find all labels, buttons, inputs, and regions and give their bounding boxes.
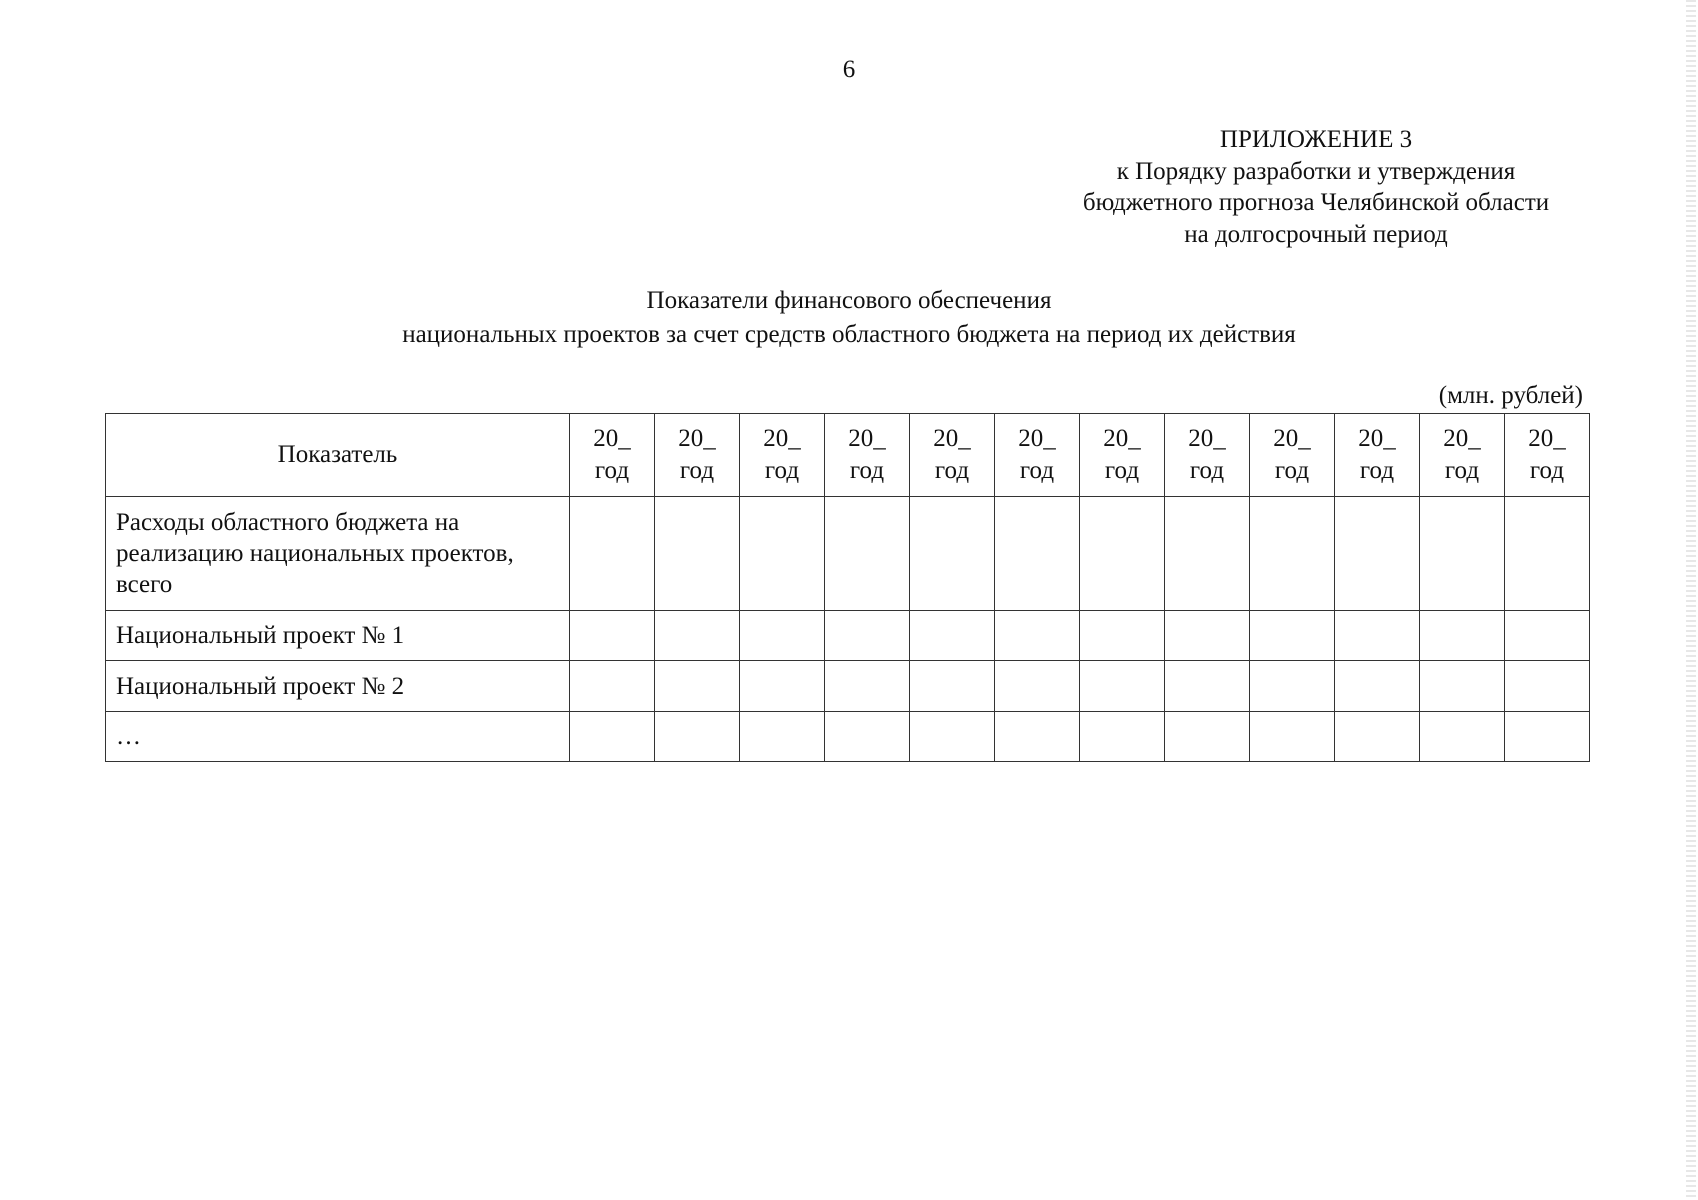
header-year	[655, 414, 740, 497]
year-label: год	[849, 457, 885, 484]
value-cell	[740, 611, 825, 661]
value-cell	[1080, 712, 1165, 762]
year-placeholder: 20_	[1103, 425, 1141, 452]
value-cell	[1335, 611, 1420, 661]
value-cell	[1420, 611, 1505, 661]
value-cell	[825, 497, 910, 611]
document-heading	[0, 284, 1698, 352]
value-cell	[655, 661, 740, 712]
value-cell	[910, 712, 995, 762]
value-cell	[1165, 497, 1250, 611]
year-label: год	[1274, 457, 1310, 484]
header-year	[825, 414, 910, 497]
value-cell	[1505, 712, 1590, 762]
value-cell	[1250, 661, 1335, 712]
table-row	[106, 611, 1590, 661]
value-cell	[995, 611, 1080, 661]
value-cell	[1250, 611, 1335, 661]
value-cell	[825, 712, 910, 762]
value-cell	[1335, 497, 1420, 611]
value-cell	[910, 661, 995, 712]
header-indicator: Показатель	[106, 414, 570, 497]
value-cell	[1420, 712, 1505, 762]
value-cell	[740, 497, 825, 611]
year-placeholder: 20_	[763, 425, 801, 452]
year-placeholder: 20_	[933, 425, 971, 452]
row-label: Расходы областного бюджета на реализацию национальных проектов, всего	[106, 497, 570, 611]
year-placeholder: 20_	[593, 425, 631, 452]
value-cell	[1250, 497, 1335, 611]
value-cell	[1335, 712, 1420, 762]
page-number: 6	[842, 56, 856, 83]
value-cell	[1080, 497, 1165, 611]
scan-edge	[1686, 0, 1696, 1200]
header-year	[1250, 414, 1335, 497]
year-placeholder: 20_	[848, 425, 886, 452]
value-cell	[1250, 712, 1335, 762]
value-cell	[570, 661, 655, 712]
header-year	[995, 414, 1080, 497]
header-year	[740, 414, 825, 497]
value-cell	[1165, 661, 1250, 712]
year-label: год	[1104, 457, 1140, 484]
value-cell	[655, 712, 740, 762]
value-cell	[1420, 497, 1505, 611]
value-cell	[1335, 661, 1420, 712]
value-cell	[825, 611, 910, 661]
header-year	[910, 414, 995, 497]
value-cell	[1505, 611, 1590, 661]
year-label: год	[1444, 457, 1480, 484]
year-label: год	[934, 457, 970, 484]
value-cell	[655, 611, 740, 661]
table-header-row	[106, 414, 1590, 497]
appendix-line: бюджетного прогноза Челябинской области	[1082, 189, 1550, 216]
units-note: (млн. рублей)	[1438, 382, 1583, 409]
header-year	[1335, 414, 1420, 497]
year-placeholder: 20_	[678, 425, 716, 452]
value-cell	[570, 497, 655, 611]
year-placeholder: 20_	[1443, 425, 1481, 452]
year-label: год	[1019, 457, 1055, 484]
value-cell	[1505, 661, 1590, 712]
year-placeholder: 20_	[1528, 425, 1566, 452]
row-label: Национальный проект № 2	[106, 661, 570, 712]
value-cell	[740, 712, 825, 762]
header-year	[1080, 414, 1165, 497]
appendix-line: на долгосрочный период	[1184, 220, 1448, 248]
appendix-header	[1030, 124, 1602, 250]
table-row	[106, 497, 1590, 611]
value-cell	[655, 497, 740, 611]
financing-table	[105, 413, 1590, 762]
row-label: …	[106, 712, 570, 762]
appendix-title: ПРИЛОЖЕНИЕ 3	[1219, 126, 1413, 153]
header-year	[570, 414, 655, 497]
table-row	[106, 712, 1590, 762]
year-label: год	[764, 457, 800, 484]
heading-line: Показатели финансового обеспечения	[646, 287, 1052, 314]
value-cell	[570, 611, 655, 661]
row-label: Национальный проект № 1	[106, 611, 570, 661]
year-label: год	[1189, 457, 1225, 484]
value-cell	[1165, 712, 1250, 762]
table-row	[106, 661, 1590, 712]
value-cell	[740, 661, 825, 712]
year-label: год	[1359, 457, 1395, 484]
year-label: год	[679, 457, 715, 484]
value-cell	[1420, 661, 1505, 712]
heading-line: национальных проектов за счет средств областного бюджета на период их действия	[402, 321, 1296, 348]
year-label: год	[1529, 457, 1565, 484]
value-cell	[825, 661, 910, 712]
header-year	[1165, 414, 1250, 497]
value-cell	[910, 611, 995, 661]
value-cell	[1165, 611, 1250, 661]
year-placeholder: 20_	[1188, 425, 1226, 452]
value-cell	[1505, 497, 1590, 611]
value-cell	[570, 712, 655, 762]
header-year	[1420, 414, 1505, 497]
value-cell	[995, 497, 1080, 611]
year-placeholder: 20_	[1358, 425, 1396, 452]
value-cell	[1080, 611, 1165, 661]
year-placeholder: 20_	[1018, 425, 1056, 452]
year-label: год	[594, 457, 630, 484]
value-cell	[995, 712, 1080, 762]
value-cell	[910, 497, 995, 611]
header-year	[1505, 414, 1590, 497]
year-placeholder: 20_	[1273, 425, 1311, 452]
value-cell	[995, 661, 1080, 712]
value-cell	[1080, 661, 1165, 712]
appendix-line: к Порядку разработки и утверждения	[1116, 157, 1516, 185]
